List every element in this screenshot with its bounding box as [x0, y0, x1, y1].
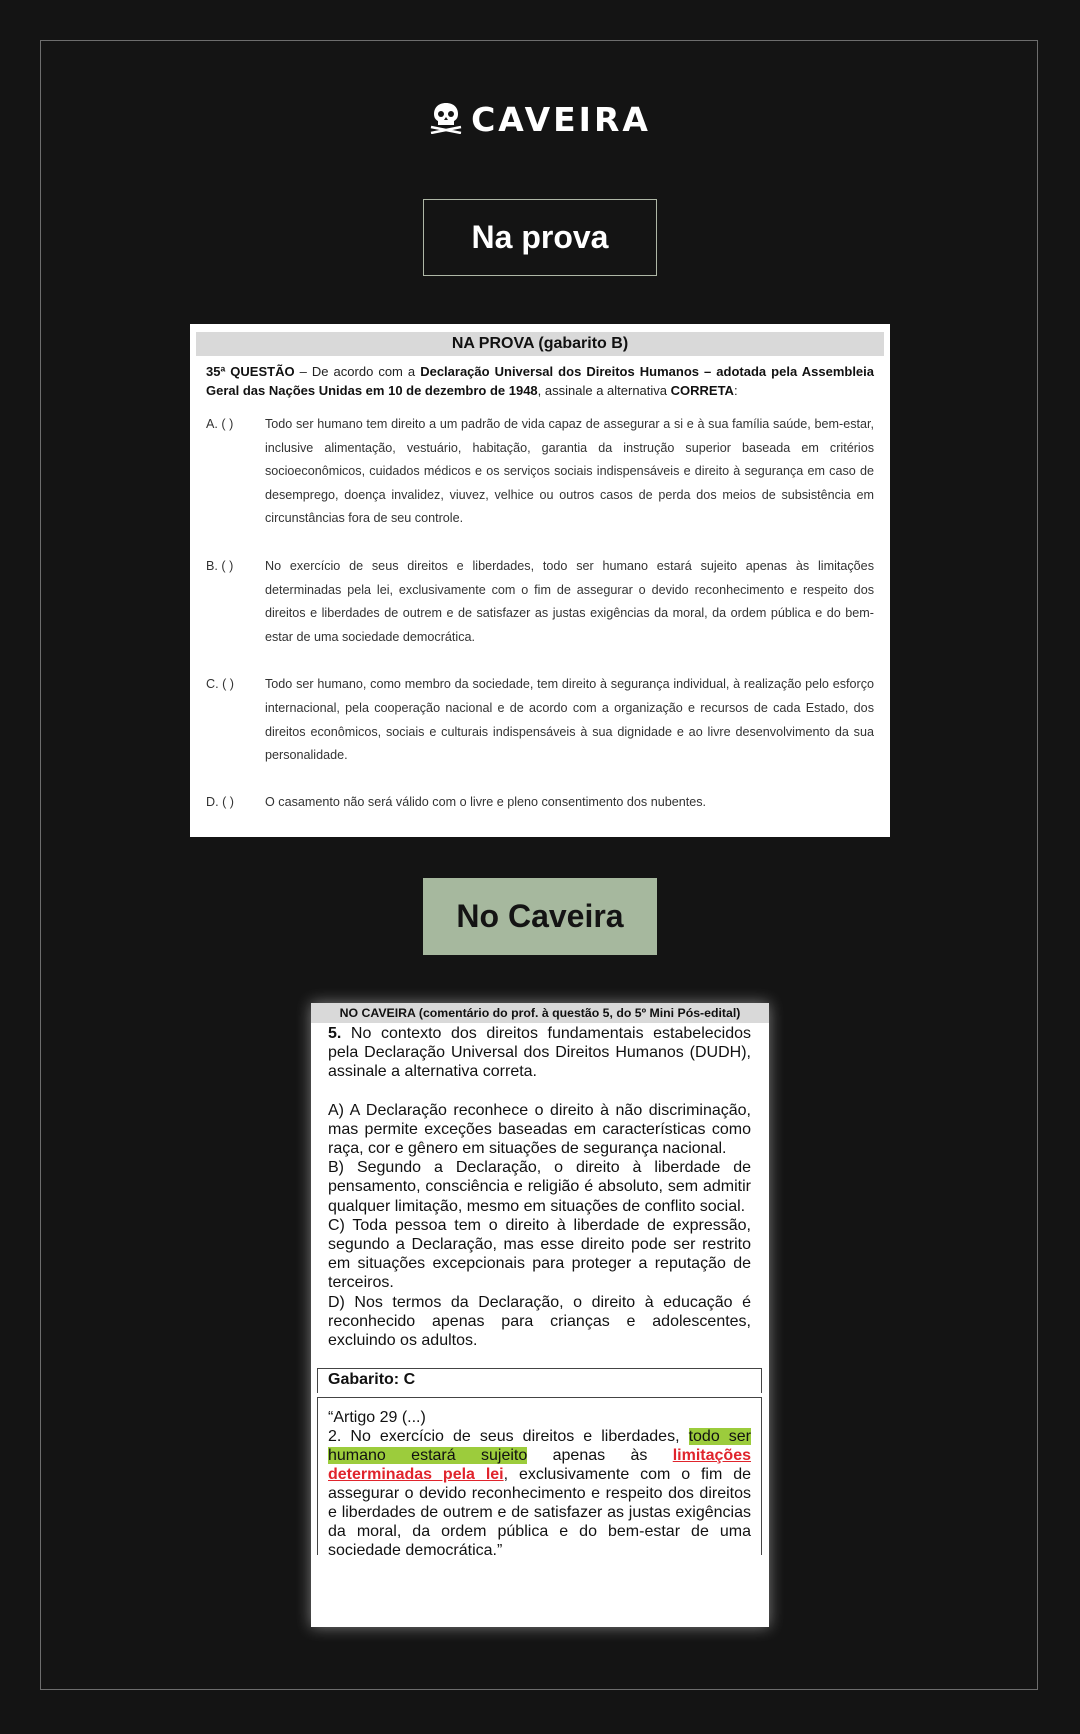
prova-question-card	[190, 324, 890, 837]
caveira-option-a: A) A Declaração reconhece o direito à não discriminação, mas permite exceções baseadas em características como raça, cor e gênero em situações de segurança nacional.	[328, 1101, 751, 1158]
highlight-red: limitações determinadas pela lei	[328, 1447, 751, 1484]
caveira-header: NO CAVEIRA (comentário do prof. à questão 5, do 5º Mini Pós-edital)	[311, 1003, 769, 1023]
logo	[0, 100, 1080, 139]
skull-icon	[429, 100, 463, 139]
prova-option-c: C. ( ) Todo ser humano, como membro da sociedade, tem direito à segurança individual, à realização pelo esforço internacional, pela cooperação nacional e de acordo com a organização e recursos de cada Estado, dos direitos econômicos, sociais e culturais indispensáveis à sua dignidade e ao livre desenvolvimento da sua personalidade.	[206, 677, 874, 763]
prova-option-a: A. ( ) Todo ser humano tem direito a um padrão de vida capaz de assegurar a si e à sua família saúde, bem-estar, inclusive alimentação, vestuário, habitação, garantia da instrução superior baseada em critérios socioeconômicos, cuidados médicos e os serviços sociais indispensáveis e direito à segurança em caso de desemprego, doença invalidez, viuvez, velhice ou outros casos de perda dos meios de subsistência em circunstâncias fora de seu controle.	[206, 417, 874, 526]
caveira-question-card	[311, 1003, 769, 1627]
no-caveira-label: No Caveira	[423, 878, 657, 955]
na-prova-label: Na prova	[423, 199, 657, 276]
caveira-question-text: 5. No contexto dos direitos fundamentais estabelecidos pela Declaração Universal dos Direitos Humanos (DUDH), assinale a alternativa correta.	[328, 1025, 751, 1081]
caveira-option-c: C) Toda pessoa tem o direito à liberdade de expressão, segundo a Declaração, mas esse direito pode ser restrito em situações excepcionais para proteger a reputação de terceiros.	[328, 1216, 751, 1292]
gabarito-box: Gabarito: C	[317, 1368, 762, 1393]
caveira-question-body	[311, 1023, 769, 1350]
caveira-option-b: B) Segundo a Declaração, o direito à liberdade de pensamento, consciência e religião é absoluto, sem admitir qualquer limitação, mesmo em situações de conflito social.	[328, 1159, 751, 1215]
prova-option-b: B. ( ) No exercício de seus direitos e liberdades, todo ser humano estará sujeito apenas às limitações determinadas pela lei, exclusivamente com o fim de assegurar o devido reconhecimento e respeito dos direitos e liberdades de outrem e de satisfazer as justas exigências da moral, da ordem pública e do bem-estar de uma sociedade democrática.	[206, 558, 874, 644]
caveira-option-d: D) Nos termos da Declaração, o direito à educação é reconhecido apenas para crianças e adolescentes, excluindo os adultos.	[328, 1293, 751, 1350]
logo-text: CAVEIRA	[471, 100, 651, 139]
prova-option-d: D. ( ) O casamento não será válido com o livre e pleno consentimento dos nubentes.	[206, 794, 707, 809]
article-text: 2. No exercício de seus direitos e liberdades, todo ser humano estará sujeito apenas às limitações determinadas pela lei, exclusivamente com o fim de assegurar o devido reconhecimento e respeito dos direitos e liberdades de outrem e de satisfazer as justas exigências da moral, da ordem pública e do bem-estar de uma sociedade democrática.”	[328, 1428, 751, 1560]
justification-box	[317, 1397, 762, 1560]
prova-question-text: 35ª QUESTÃO – De acordo com a Declaração Universal dos Direitos Humanos – adotada pela Assembleia Geral das Nações Unidas em 10 de dezembro de 1948, assinale a alternativa CORRETA:	[206, 364, 874, 398]
prova-header: NA PROVA (gabarito B)	[196, 332, 884, 356]
article-title: “Artigo 29 (...)	[328, 1409, 426, 1427]
highlight-green: todo ser humano estará sujeito	[328, 1428, 751, 1465]
